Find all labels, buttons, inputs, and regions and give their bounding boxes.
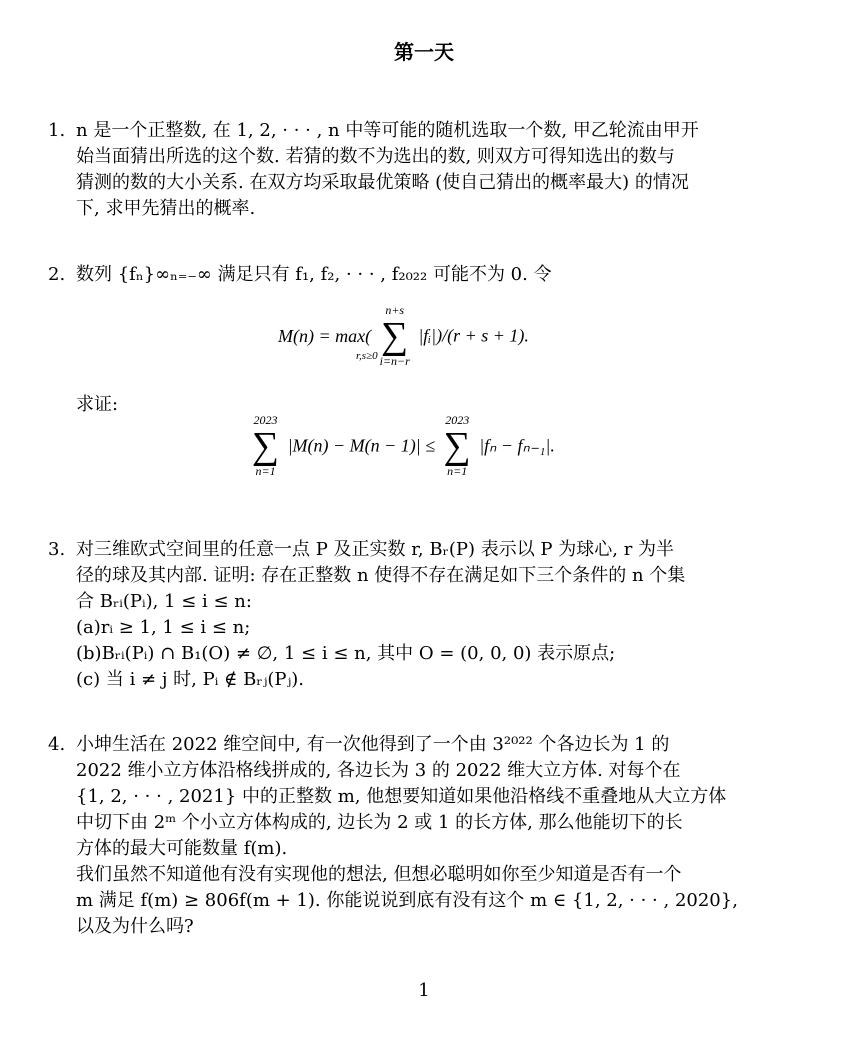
problem-4 <box>48 732 808 940</box>
problem-line: 猜测的数的大小关系. 在双方均采取最优策略 (使自己猜出的概率最大) 的情况 <box>76 172 689 193</box>
sum-lower-limit: n=1 <box>255 464 276 478</box>
inequality-right: |fₙ − fₙ₋₁|. <box>479 435 555 456</box>
problem-line: 小坤生活在 2022 维空间中, 有一次他得到了一个由 3²⁰²² 个各边长为 1 的 <box>76 734 670 755</box>
sum-symbol: 2023 ∑ n=1 <box>252 413 280 478</box>
problem-line: 2022 维小立方体沿格线拼成的, 各边长为 3 的 2022 维大立方体. 对每个在 <box>76 760 681 781</box>
problem-1 <box>48 118 808 222</box>
page-title: 第一天 <box>394 40 454 64</box>
problem-2 <box>48 262 808 288</box>
formula-lhs: M(n) = max( <box>278 325 372 346</box>
problem-line: 我们虽然不知道他有没有实现他的想法, 但想必聪明如你至少知道是否有一个 <box>76 864 682 885</box>
formula-m-definition <box>278 304 529 368</box>
page-number: 1 <box>418 980 430 1001</box>
formula-inequality <box>248 414 555 478</box>
problem-3 <box>48 537 808 693</box>
problem-line: (b)Bᵣᵢ(Pᵢ) ∩ B₁(O) ≠ ∅, 1 ≤ i ≤ n, 其中 O = (0, 0, 0) 表示原点; <box>76 643 616 664</box>
problem-line: 数列 {fₙ}∞ₙ₌₋∞ 满足只有 f₁, f₂, · · · , f₂₀₂₂ 可能不为 0. 令 <box>76 264 552 285</box>
problem-number: 2. <box>48 264 66 285</box>
problem-line: m 满足 f(m) ≥ 806f(m + 1). 你能说说到底有没有这个 m ∈ {1, 2, · · · , 2020}, <box>76 890 738 911</box>
sum-symbol: n+s ∑ i=n−r <box>379 303 410 368</box>
sum-upper-limit: 2023 <box>253 413 278 427</box>
problem-number: 1. <box>48 120 66 141</box>
prove-label: 求证: <box>76 394 119 415</box>
problem-number: 3. <box>48 539 66 560</box>
inequality-left: |M(n) − M(n − 1)| ≤ <box>287 435 436 456</box>
problem-line: {1, 2, · · · , 2021} 中的正整数 m, 他想要知道如果他沿格线不重叠地从大立方体 <box>76 786 727 807</box>
problem-line: (a)rᵢ ≥ 1, 1 ≤ i ≤ n; <box>76 617 251 638</box>
max-subscript: r,s≥0 <box>356 349 378 362</box>
problem-line: 合 Bᵣᵢ(Pᵢ), 1 ≤ i ≤ n: <box>76 591 252 612</box>
sum-lower-limit: n=1 <box>447 464 468 478</box>
problem-line: 方体的最大可能数量 f(m). <box>76 838 288 859</box>
problem-line: 径的球及其内部. 证明: 存在正整数 n 使得不存在满足如下三个条件的 n 个集 <box>76 565 686 586</box>
sum-upper-limit: 2023 <box>445 413 470 427</box>
sum-upper-limit: n+s <box>385 303 405 317</box>
problem-line: 中切下由 2ᵐ 个小立方体构成的, 边长为 2 或 1 的长方体, 那么他能切下的长 <box>76 812 683 833</box>
problem-line: 下, 求甲先猜出的概率. <box>76 198 256 219</box>
problem-line: 始当面猜出所选的这个数. 若猜的数不为选出的数, 则双方可得知选出的数与 <box>76 146 675 167</box>
problem-line: (c) 当 i ≠ j 时, Pᵢ ∉ Bᵣⱼ(Pⱼ). <box>76 669 304 690</box>
sum-lower-limit: i=n−r <box>379 354 410 368</box>
problem-number: 4. <box>48 734 66 755</box>
problem-line: 以及为什么吗? <box>76 916 194 937</box>
formula-rhs: |fᵢ|)/(r + s + 1). <box>418 325 529 346</box>
problem-line: 对三维欧式空间里的任意一点 P 及正实数 r, Bᵣ(P) 表示以 P 为球心, r 为半 <box>76 539 675 560</box>
problem-line: n 是一个正整数, 在 1, 2, · · · , n 中等可能的随机选取一个数, 甲乙轮流由甲开 <box>76 120 699 141</box>
sum-symbol: 2023 ∑ n=1 <box>443 413 471 478</box>
